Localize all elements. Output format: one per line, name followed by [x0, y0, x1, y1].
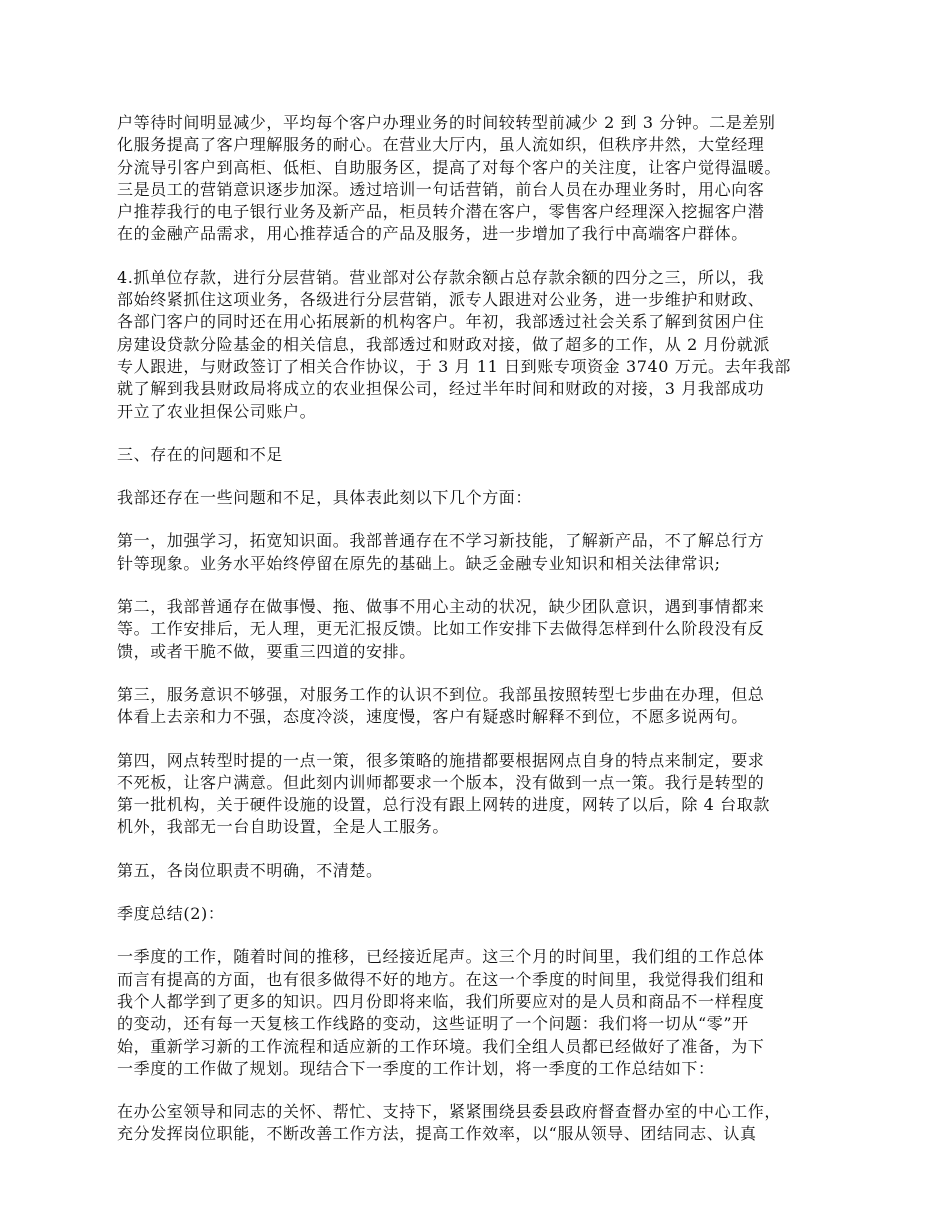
text-line: 房建设贷款分险基金的相关信息，我部透过和财政对接，做了超多的工作，从 2 月份就派	[117, 334, 770, 354]
text-line: 第一，加强学习，拓宽知识面。我部普通存在不学习新技能，了解新产品，不了解总行方	[117, 531, 765, 551]
section-heading-problems	[117, 444, 837, 466]
paragraph-service-improvement	[117, 112, 837, 246]
text-line: 户等待时间明显减少，平均每个客户办理业务的时间较转型前减少 2 到 3 分钟。二是差别	[117, 113, 776, 132]
text-line: 我部还存在一些问题和不足，具体表此刻以下几个方面：	[117, 488, 533, 508]
text-line: 一季度的工作做了规划。现结合下一季度的工作计划，将一季度的工作总结如下：	[117, 1058, 715, 1078]
text-line: 各部门客户的同时还在用心拓展新的机构客户。年初，我部透过社会关系了解到贫困户住	[117, 312, 765, 332]
text-line: 三、存在的问题和不足	[117, 444, 284, 464]
text-line: 化服务提高了客户理解服务的耐心。在营业大厅内，虽人流如织，但秩序井然，大堂经理	[117, 135, 765, 155]
text-line: 充分发挥岗位职能，不断改善工作方法，提高工作效率，以“服从领导、团结同志、认真	[117, 1124, 757, 1144]
text-line: 三是员工的营销意识逐步加深。透过培训一句话营销，前台人员在办理业务时，用心向客	[117, 179, 765, 199]
section-heading-quarterly-summary	[117, 903, 837, 925]
text-line: 的变动，还有每一天复核工作线路的变动，这些证明了一个问题：我们将一切从“零”开	[117, 1014, 749, 1034]
paragraph-problems-intro	[117, 487, 837, 509]
text-line: 机外，我部无一台自助设置，全是人工服务。	[117, 817, 450, 837]
text-line: 4.抓单位存款，进行分层营销。营业部对公存款余额占总存款余额的四分之三，所以，我	[117, 267, 765, 287]
text-line: 一季度的工作，随着时间的推移，已经接近尾声。这三个月的时间里，我们组的工作总体	[117, 947, 765, 967]
paragraph-problem-4	[117, 750, 837, 839]
document-body	[117, 112, 837, 1167]
text-line: 第四，网点转型时提的一点一策，很多策略的施措都要根据网点自身的特点来制定，要求	[117, 750, 765, 770]
paragraph-office-support	[117, 1101, 837, 1146]
text-line: 我个人都学到了更多的知识。四月份即将来临，我们所要应对的是人员和商品不一样程度	[117, 991, 765, 1011]
paragraph-problem-2	[117, 596, 837, 663]
text-line: 馈，或者干脆不做，要重三四道的安排。	[117, 641, 416, 661]
text-line: 体看上去亲和力不强，态度冷淡，速度慢，客户有疑惑时解释不到位，不愿多说两句。	[117, 707, 748, 727]
text-line: 第二，我部普通存在做事慢、拖、做事不用心主动的状况，缺少团队意识，遇到事情都来	[117, 597, 765, 617]
text-line: 针等现象。业务水平始终停留在原先的基础上。缺乏金融专业知识和相关法律常识;	[117, 553, 721, 573]
text-line: 专人跟进，与财政签订了相关合作协议，于 3 月 11 日到账专项资金 3740 万元。去年我部	[117, 356, 791, 376]
text-line: 户推荐我行的电子银行业务及新产品，柜员转介潜在客户，零售客户经理深入挖掘客户潜	[117, 202, 765, 222]
text-line: 第一批机构，关于硬件设施的设置，总行没有跟上网转的进度，网转了以后，除 4 台取款	[117, 795, 770, 815]
text-line: 开立了农业担保公司账户。	[117, 401, 317, 421]
text-line: 第五，各岗位职责不明确，不清楚。	[117, 860, 383, 880]
text-line: 部始终紧抓住这项业务，各级进行分层营销，派专人跟进对公业务，进一步维护和财政、	[117, 290, 765, 310]
text-line: 分流导引客户到高柜、低柜、自助服务区，提高了对每个客户的关注度，让客户觉得温暖。	[117, 157, 782, 177]
paragraph-problem-5	[117, 860, 837, 882]
paragraph-quarter-overview	[117, 946, 837, 1080]
paragraph-problem-1	[117, 530, 837, 575]
text-line: 第三，服务意识不够强，对服务工作的认识不到位。我部虽按照转型七步曲在办理，但总	[117, 684, 765, 704]
text-line: 季度总结(2)：	[117, 904, 225, 924]
text-line: 始，重新学习新的工作流程和适应新的工作环境。我们全组人员都已经做好了准备，为下	[117, 1036, 765, 1056]
text-line: 而言有提高的方面，也有很多做得不好的地方。在这一个季度的时间里，我觉得我们组和	[117, 969, 765, 989]
text-line: 不死板，让客户满意。但此刻内训师都要求一个版本，没有做到一点一策。我行是转型的	[117, 772, 765, 792]
text-line: 在办公室领导和同志的关怀、帮忙、支持下，紧紧围绕县委县政府督查督办室的中心工作，	[117, 1102, 782, 1122]
paragraph-problem-3	[117, 684, 837, 729]
text-line: 在的金融产品需求，用心推荐适合的产品及服务，进一步增加了我行中高端客户群体。	[117, 224, 748, 244]
paragraph-unit-deposits	[117, 267, 837, 423]
text-line: 就了解到我县财政局将成立的农业担保公司，经过半年时间和财政的对接，3 月我部成功	[117, 379, 765, 399]
text-line: 等。工作安排后，无人理，更无汇报反馈。比如工作安排下去做得怎样到什么阶段没有反	[117, 619, 765, 639]
